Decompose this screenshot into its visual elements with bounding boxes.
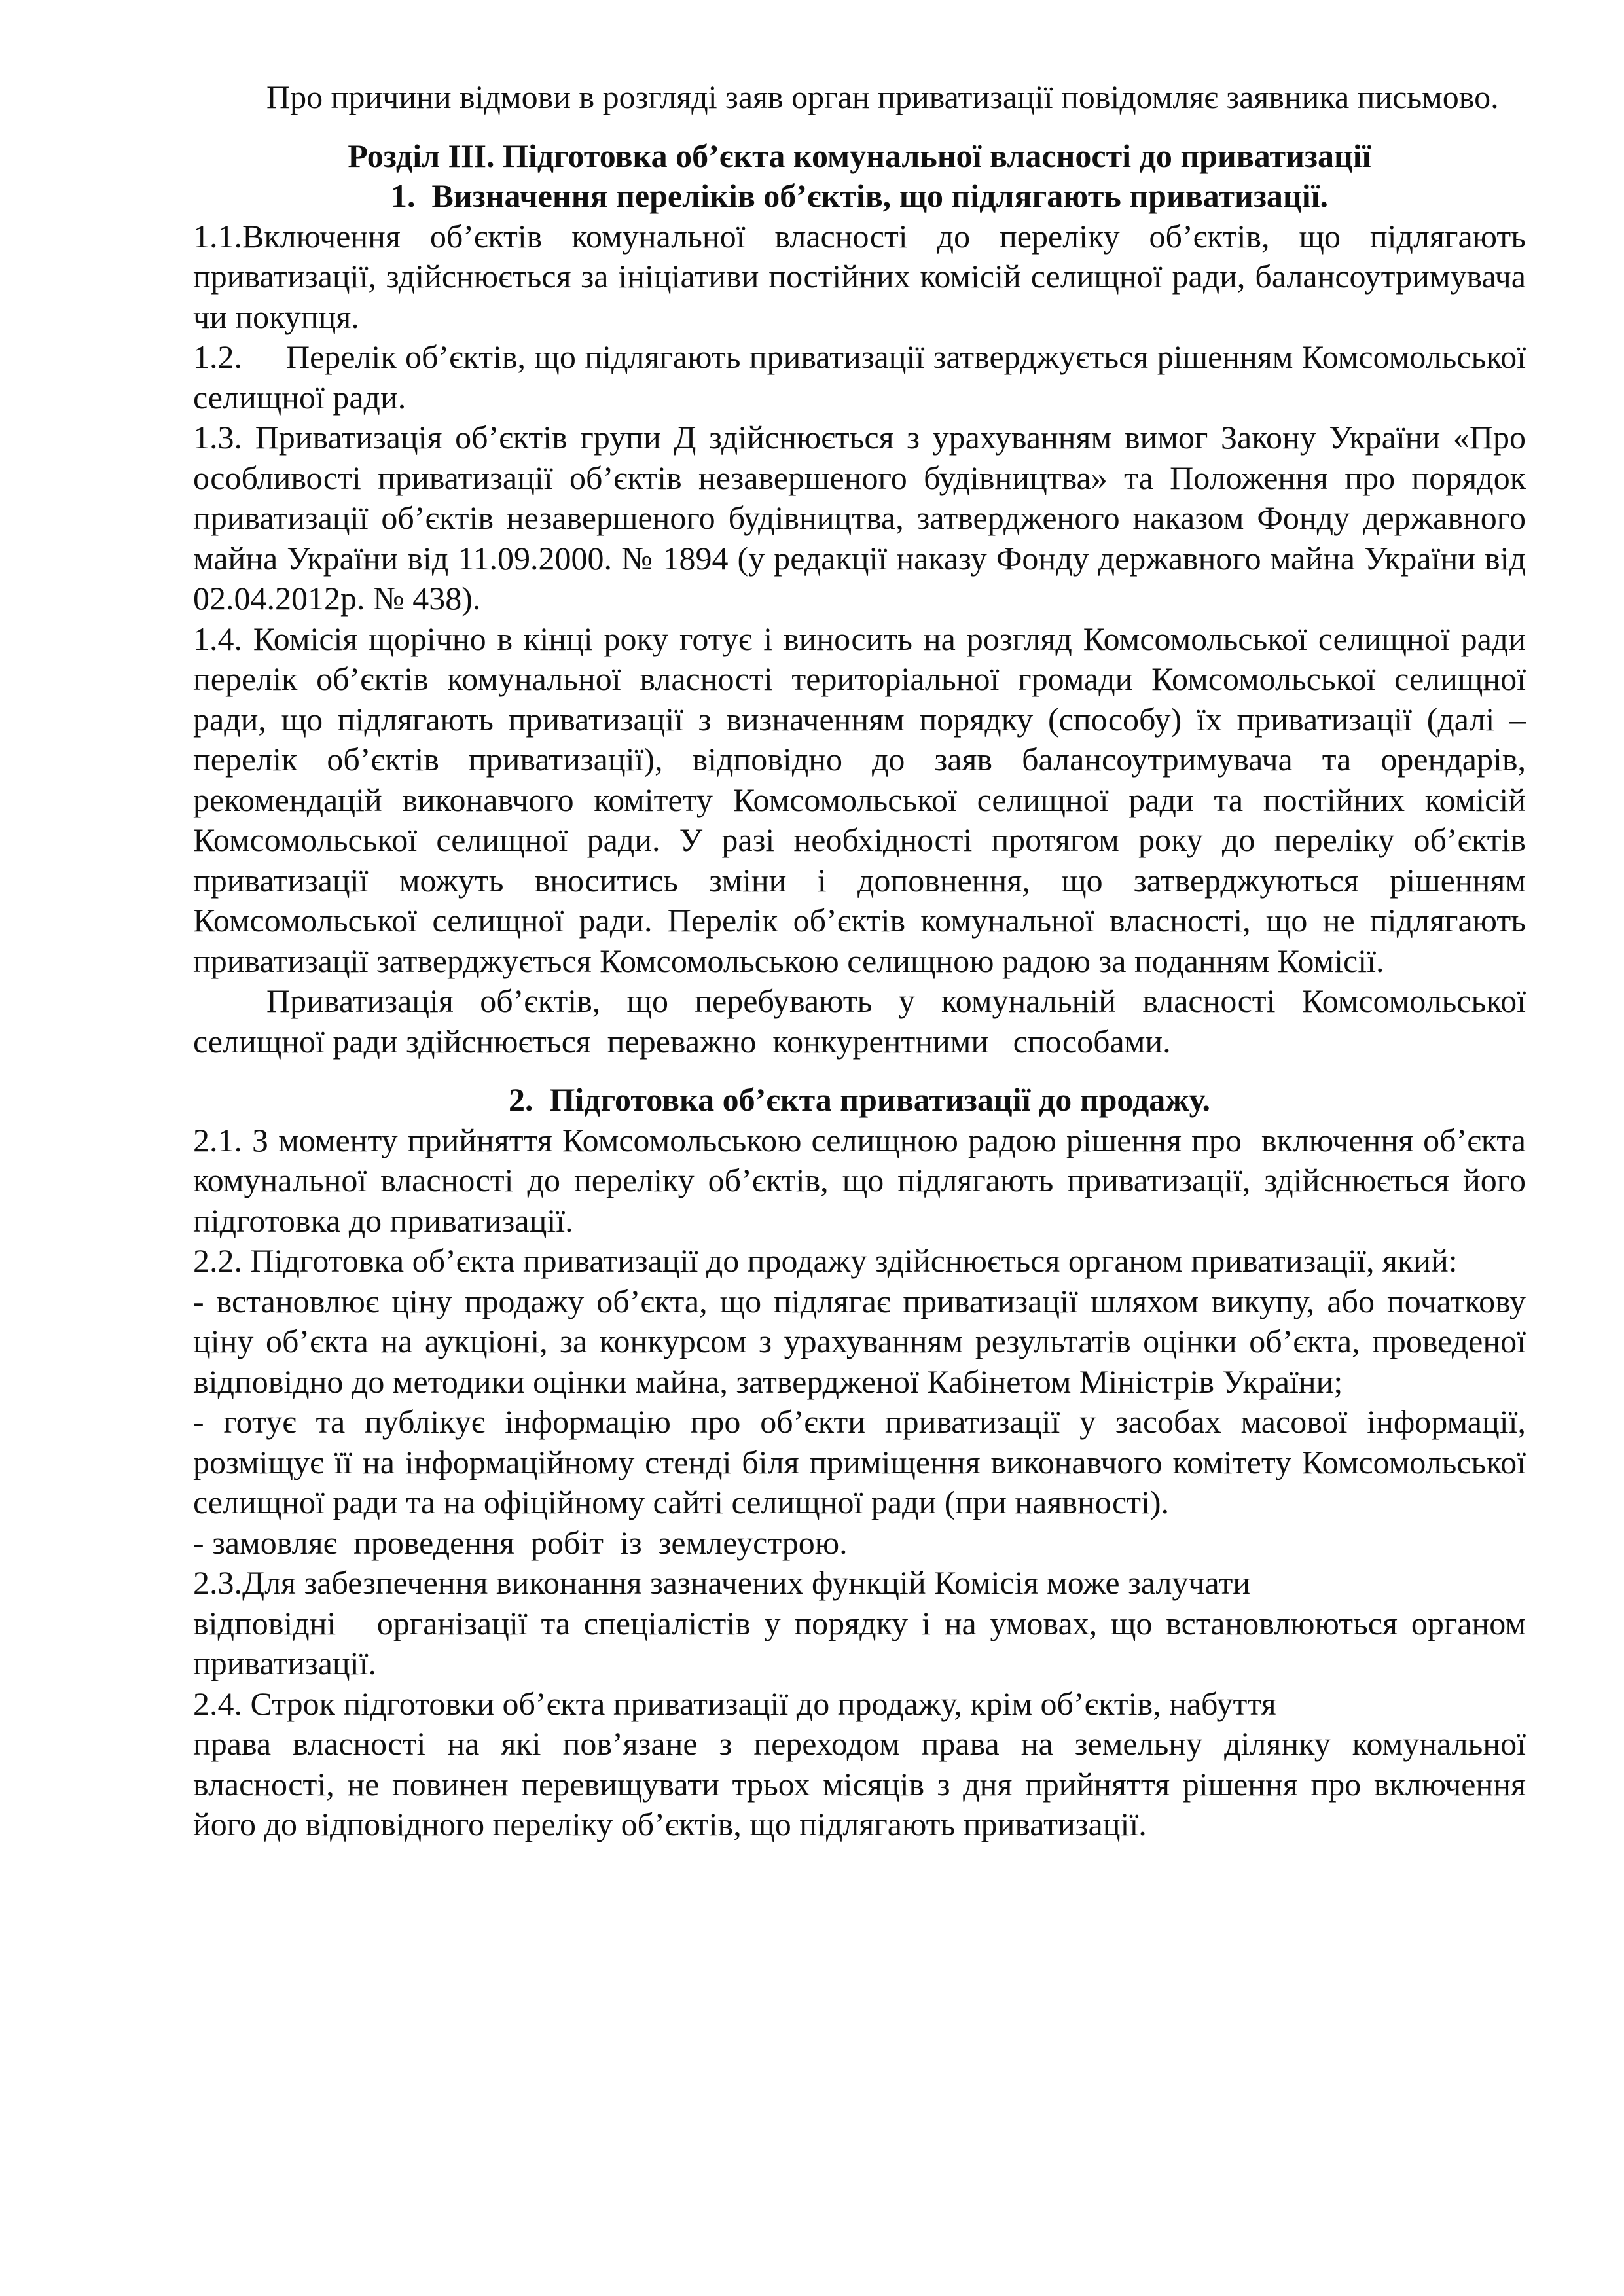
paragraph-2-4-first-line: 2.4. Строк підготовки об’єкта приватизації до продажу, крім об’єктів, набуття xyxy=(193,1685,1276,1722)
subsection-2-title: 2. Підготовка об’єкта приватизації до продажу. xyxy=(508,1081,1211,1118)
document-page xyxy=(193,77,1526,1845)
paragraph-2-4-rest: права власності на які пов’язане з переходом права на земельну ділянку комунальної власності, не повинен перевищувати трьох місяців з дня прийняття рішення про включення його до відповідного переліку об’єктів, що підлягають приватизації. xyxy=(193,1725,1526,1842)
paragraph-2-3-first-line: 2.3.Для забезпечення виконання зазначених функцій Комісія може залучати xyxy=(193,1564,1251,1601)
paragraph-1-5: Приватизація об’єктів, що перебувають у комунальній власності Комсомольської селищної ради здійснюється переважно конкурентними способами. xyxy=(193,982,1526,1060)
section-title: Розділ ІІІ. Підготовка об’єкта комунальної власності до приватизації xyxy=(348,137,1371,174)
paragraph-1-4: 1.4. Комісія щорічно в кінці року готує і виносить на розгляд Комсомольської селищної ради перелік об’єктів комунальної власності територіальної громади Комсомольської селищної ради, що підлягають приватизації з визначенням порядку (способу) їх приватизації (далі – перелік об’єктів приватизації), відповідно до заяв балансоутримувача та орендарів, рекомендацій виконавчого комітету Комсомольської селищної ради та постійних комісій Комсомольської селищної ради. У разі необхідності протягом року до переліку об’єктів приватизації можуть вноситись зміни і доповнення, що затверджуються рішенням Комсомольської селищної ради. Перелік об’єктів комунальної власності, що не підлягають приватизації затверджується Комсомольською селищною радою за поданням Комісії. xyxy=(193,620,1526,979)
intro-paragraph: Про причини відмови в розгляді заяв орган приватизації повідомляє заявника письмово. xyxy=(266,79,1499,115)
paragraph-2-1: 2.1. З моменту прийняття Комсомольською селищною радою рішення про включення об’єкта комунальної власності до переліку об’єктів, що підлягають приватизації, здійснюється його підготовка до приватизації. xyxy=(193,1121,1526,1239)
paragraph-1-2: 1.2. Перелік об’єктів, що підлягають приватизації затверджується рішенням Комсомольської селищної ради. xyxy=(193,338,1526,416)
bullet-item-publish: - готує та публікує інформацію про об’єкти приватизації у засобах масової інформації, розміщує її на інформаційному стенді біля приміщення виконавчого комітету Комсомольської селищної ради та на офіційному сайті селищної ради (при наявності). xyxy=(193,1403,1526,1520)
bullet-item-land: - замовляє проведення робіт із землеустрою. xyxy=(193,1524,848,1561)
paragraph-1-1: 1.1.Включення об’єктів комунальної власності до переліку об’єктів, що підлягають приватизації, здійснюється за ініціативи постійних комісій селищної ради, балансоутримувача чи покупця. xyxy=(193,217,1526,335)
subsection-1-title: 1. Визначення переліків об’єктів, що підлягають приватизації. xyxy=(390,177,1329,214)
bullet-item-price: - встановлює ціну продажу об’єкта, що підлягає приватизації шляхом викупу, або початкову ціну об’єкта на аукціоні, за конкурсом з урахуванням результатів оцінки об’єкта, проведеної відповідно до методики оцінки майна, затвердженої Кабінетом Міністрів України; xyxy=(193,1282,1526,1400)
paragraph-1-3: 1.3. Приватизація об’єктів групи Д здійснюється з урахуванням вимог Закону України «Про особливості приватизації об’єктів незавершеного будівництва» та Положення про порядок приватизації об’єктів незавершеного будівництва, затвердженого наказом Фонду державного майна України від 11.09.2000. № 1894 (у редакції наказу Фонду державного майна України від 02.04.2012р. № 438). xyxy=(193,419,1526,617)
paragraph-2-3-rest: відповідні організації та спеціалістів у порядку і на умовах, що встановлюються органом приватизації. xyxy=(193,1604,1526,1681)
paragraph-2-2: 2.2. Підготовка об’єкта приватизації до продажу здійснюється органом приватизації, який: xyxy=(193,1242,1458,1279)
